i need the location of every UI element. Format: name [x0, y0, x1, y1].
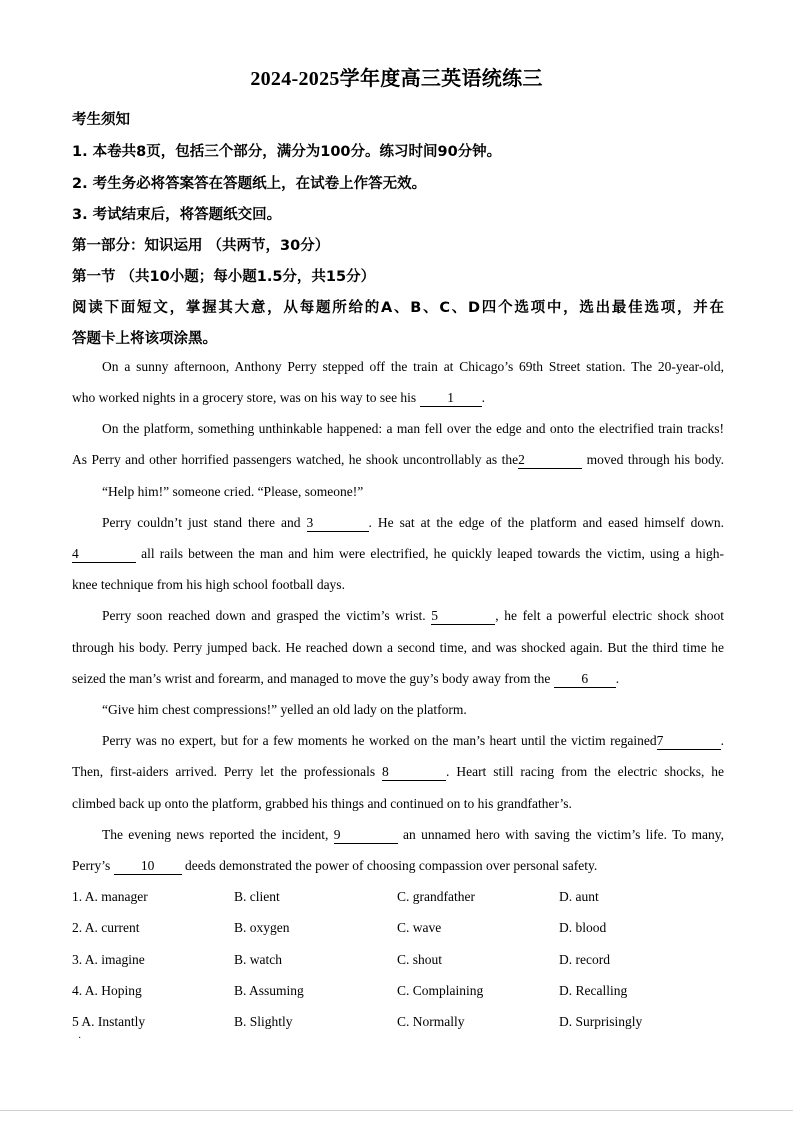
passage-text: seized the man’s wrist and forearm, and managed to move the guy’s body away from the — [72, 671, 554, 686]
passage-line-17 — [72, 858, 724, 875]
option-d[interactable]: D. Surprisingly — [559, 1014, 643, 1029]
part1-heading: 第一部分：知识运用 （共两节，30分） — [72, 238, 330, 254]
option-b[interactable]: B. client — [234, 889, 280, 904]
blank-9: 9 — [334, 828, 398, 844]
option-c[interactable]: C. Complaining — [397, 983, 484, 998]
instruction-line-2: 答题卡上将该项涂黑。 — [72, 331, 217, 347]
blank-3: 3 — [307, 516, 369, 532]
passage-line-2 — [72, 390, 724, 407]
footer-mark: · — [78, 1033, 82, 1044]
page-title: 2024-2025学年度高三英语统练三 — [250, 68, 543, 90]
passage-text: Perry’s — [72, 858, 114, 873]
passage-line-13 — [72, 733, 724, 750]
passage-text: Perry soon reached down and grasped the victim’s wrist. — [102, 608, 432, 623]
section1-heading: 第一节 （共10小题；每小题1.5分，共15分） — [72, 269, 376, 285]
option-b[interactable]: B. Slightly — [234, 1014, 293, 1029]
passage-line-4 — [72, 452, 724, 469]
passage-text: . Heart still racing from the electric shocks, he — [446, 764, 724, 779]
passage-line-16 — [72, 827, 724, 844]
blank-8: 8 — [382, 765, 446, 781]
passage-text: . He sat at the edge of the platform and eased himself down. — [368, 515, 724, 530]
option-d[interactable]: D. blood — [559, 920, 607, 935]
blank-1: 1 — [420, 391, 482, 407]
option-a[interactable]: 4. A. Hoping — [72, 983, 142, 998]
passage-line-12: “Give him chest compressions!” yelled an old lady on the platform. — [102, 702, 467, 717]
passage-line-11 — [72, 671, 724, 688]
notice-heading: 考生须知 — [72, 112, 130, 128]
passage-text: who worked nights in a grocery store, was on his way to see his — [72, 390, 420, 405]
notice-item-3: 3. 考试结束后，将答题纸交回。 — [72, 207, 282, 223]
passage-line-10: through his body. Perry jumped back. He reached down a second time, and was shocked again. But the third time he — [72, 640, 724, 655]
passage-text: . — [615, 671, 620, 686]
passage-line-14 — [72, 764, 724, 781]
option-b[interactable]: B. Assuming — [234, 983, 304, 998]
notice-item-1: 1. 本卷共8页，包括三个部分，满分为100分。练习时间90分钟。 — [72, 144, 502, 160]
blank-5: 5 — [431, 609, 495, 625]
passage-text: . — [481, 390, 485, 405]
passage-line-8: knee technique from his high school football days. — [72, 577, 345, 592]
option-a[interactable]: 3. A. imagine — [72, 952, 145, 967]
blank-2: 2 — [518, 453, 582, 469]
option-a[interactable]: 1. A. manager — [72, 889, 148, 904]
option-c[interactable]: C. wave — [397, 920, 442, 935]
option-b[interactable]: B. watch — [234, 952, 282, 967]
instruction-line-1: 阅读下面短文，掌握其大意，从每题所给的A、B、C、D四个选项中，选出最佳选项，并在 — [72, 300, 724, 316]
blank-10: 10 — [114, 859, 182, 875]
blank-4: 4 — [72, 547, 136, 563]
passage-text: , he felt a powerful electric shock shoot — [495, 608, 724, 623]
option-a[interactable]: 2. A. current — [72, 920, 140, 935]
option-c[interactable]: C. Normally — [397, 1014, 465, 1029]
option-a[interactable]: 5 A. Instantly — [72, 1014, 146, 1029]
blank-6: 6 — [554, 672, 616, 688]
passage-line-15: climbed back up onto the platform, grabbed his things and continued on to his grandfather’s. — [72, 796, 572, 811]
blank-7: 7 — [657, 734, 721, 750]
passage-text: deeds demonstrated the power of choosing compassion over personal safety. — [181, 858, 598, 873]
passage-line-5: “Help him!” someone cried. “Please, someone!” — [102, 484, 364, 499]
passage-text: Perry was no expert, but for a few moments he worked on the man’s heart until the victim regained — [102, 733, 657, 748]
passage-text: an unnamed hero with saving the victim’s life. To many, — [397, 827, 724, 842]
option-c[interactable]: C. shout — [397, 952, 443, 967]
passage-line-1: On a sunny afternoon, Anthony Perry stepped off the train at Chicago’s 69th Street station. The 20-year-old, — [102, 359, 724, 374]
passage-text: Perry couldn’t just stand there and — [102, 515, 307, 530]
option-c[interactable]: C. grandfather — [397, 889, 475, 904]
passage-text: The evening news reported the incident, — [102, 827, 334, 842]
passage-text: moved through his body. — [582, 452, 724, 467]
notice-item-2: 2. 考生务必将答案答在答题纸上，在试卷上作答无效。 — [72, 176, 427, 192]
passage-text: . — [720, 733, 724, 748]
passage-line-7 — [72, 546, 724, 563]
passage-text: As Perry and other horrified passengers watched, he shook uncontrollably as the — [72, 452, 519, 467]
passage-text: Then, first-aiders arrived. Perry let the professionals — [72, 764, 383, 779]
passage-line-3: On the platform, something unthinkable happened: a man fell over the edge and onto the electrified train tracks! — [102, 421, 724, 436]
option-d[interactable]: D. Recalling — [559, 983, 628, 998]
option-d[interactable]: D. record — [559, 952, 610, 967]
passage-line-9 — [72, 608, 724, 625]
passage-text: all rails between the man and him were electrified, he quickly leaped towards the victim, using a high- — [136, 546, 724, 561]
passage-line-6 — [72, 515, 724, 532]
option-d[interactable]: D. aunt — [559, 889, 599, 904]
page-bottom-divider — [0, 1110, 793, 1111]
option-b[interactable]: B. oxygen — [234, 920, 290, 935]
